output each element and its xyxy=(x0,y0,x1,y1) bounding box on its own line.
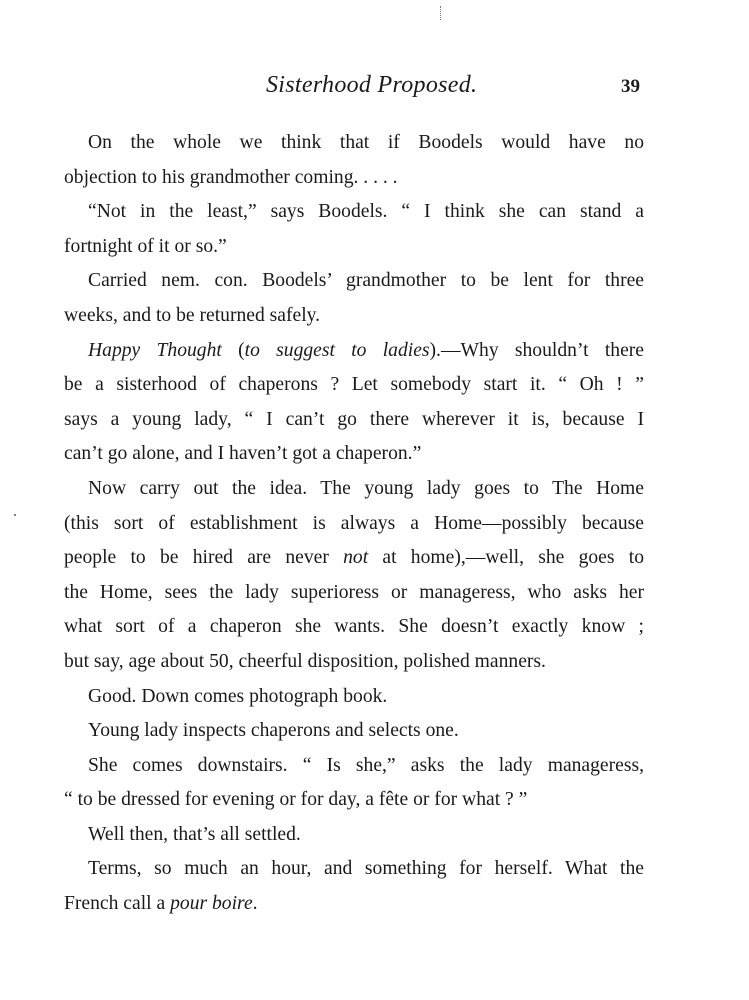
text-run: what sort of a chaperon she wants. She doesn’t exactly know ; xyxy=(64,616,644,638)
text-line xyxy=(64,264,644,299)
text-line xyxy=(64,680,644,715)
text-line xyxy=(64,887,644,922)
text-run: be a sisterhood of chaperons ? Let somebody start it. “ Oh ! ” xyxy=(64,374,644,396)
text-run: objection to his grandmother coming. . . . . xyxy=(64,166,398,188)
text-run: but say, age about 50, cheerful disposition, polished manners. xyxy=(64,650,546,672)
text-run: the Home, sees the lady superioress or manageress, who asks her xyxy=(64,581,644,603)
text-run: fortnight of it or so.” xyxy=(64,235,227,257)
text-line xyxy=(64,368,644,403)
text-run: ).—Why shouldn’t there xyxy=(429,339,644,361)
text-line xyxy=(64,714,644,749)
text-line xyxy=(64,230,644,265)
text-run: “ to be dressed for evening or for day, a fête or for what ? ” xyxy=(64,789,528,811)
text-run: Well then, that’s all settled. xyxy=(88,823,301,845)
text-run: can’t go alone, and I haven’t got a chaperon.” xyxy=(64,443,422,465)
body-text xyxy=(64,126,644,922)
text-line xyxy=(64,749,644,784)
text-line xyxy=(64,783,644,818)
text-run: Now carry out the idea. The young lady goes to The Home xyxy=(88,477,644,499)
text-run: . xyxy=(252,893,258,915)
text-line xyxy=(64,852,644,887)
page-number: 39 xyxy=(621,76,640,97)
italic-text: Happy Thought xyxy=(88,339,222,361)
page-edge-mark xyxy=(440,6,444,20)
text-line xyxy=(64,507,644,542)
text-line xyxy=(64,161,644,196)
text-line xyxy=(64,195,644,230)
text-line xyxy=(64,403,644,438)
text-run: Terms, so much an hour, and something for herself. What the xyxy=(88,858,644,880)
text-line xyxy=(64,299,644,334)
text-run: Young lady inspects chaperons and selects one. xyxy=(88,720,459,742)
text-line xyxy=(64,472,644,507)
text-run: “Not in the least,” says Boodels. “ I think she can stand a xyxy=(88,201,644,223)
page-header xyxy=(0,72,749,106)
text-run: (this sort of establishment is always a Home—possibly because xyxy=(64,512,644,534)
running-title: Sisterhood Proposed. xyxy=(266,72,478,98)
text-run: people to be hired are never xyxy=(64,547,344,569)
text-run: French call a xyxy=(64,893,171,915)
text-line xyxy=(64,126,644,161)
text-line xyxy=(64,610,644,645)
text-line xyxy=(64,541,644,576)
text-run: ( xyxy=(221,339,245,361)
italic-text: to suggest to ladies xyxy=(244,339,430,361)
text-run: She comes downstairs. “ Is she,” asks the lady manageress, xyxy=(88,754,644,776)
text-run: Good. Down comes photograph book. xyxy=(88,685,388,707)
italic-text: not xyxy=(343,547,369,569)
italic-text: pour boire xyxy=(170,893,253,915)
text-line xyxy=(64,645,644,680)
text-run: at home),—well, she goes to xyxy=(368,547,644,569)
text-run: says a young lady, “ I can’t go there wherever it is, because I xyxy=(64,408,644,430)
text-run: weeks, and to be returned safely. xyxy=(64,304,321,326)
text-line xyxy=(64,818,644,853)
text-run: On the whole we think that if Boodels would have no xyxy=(88,132,644,153)
text-line xyxy=(64,576,644,611)
text-run: Carried nem. con. Boodels’ grandmother to be lent for three xyxy=(88,270,644,292)
paper-speck xyxy=(14,514,16,516)
text-line xyxy=(64,334,644,369)
text-line xyxy=(64,437,644,472)
